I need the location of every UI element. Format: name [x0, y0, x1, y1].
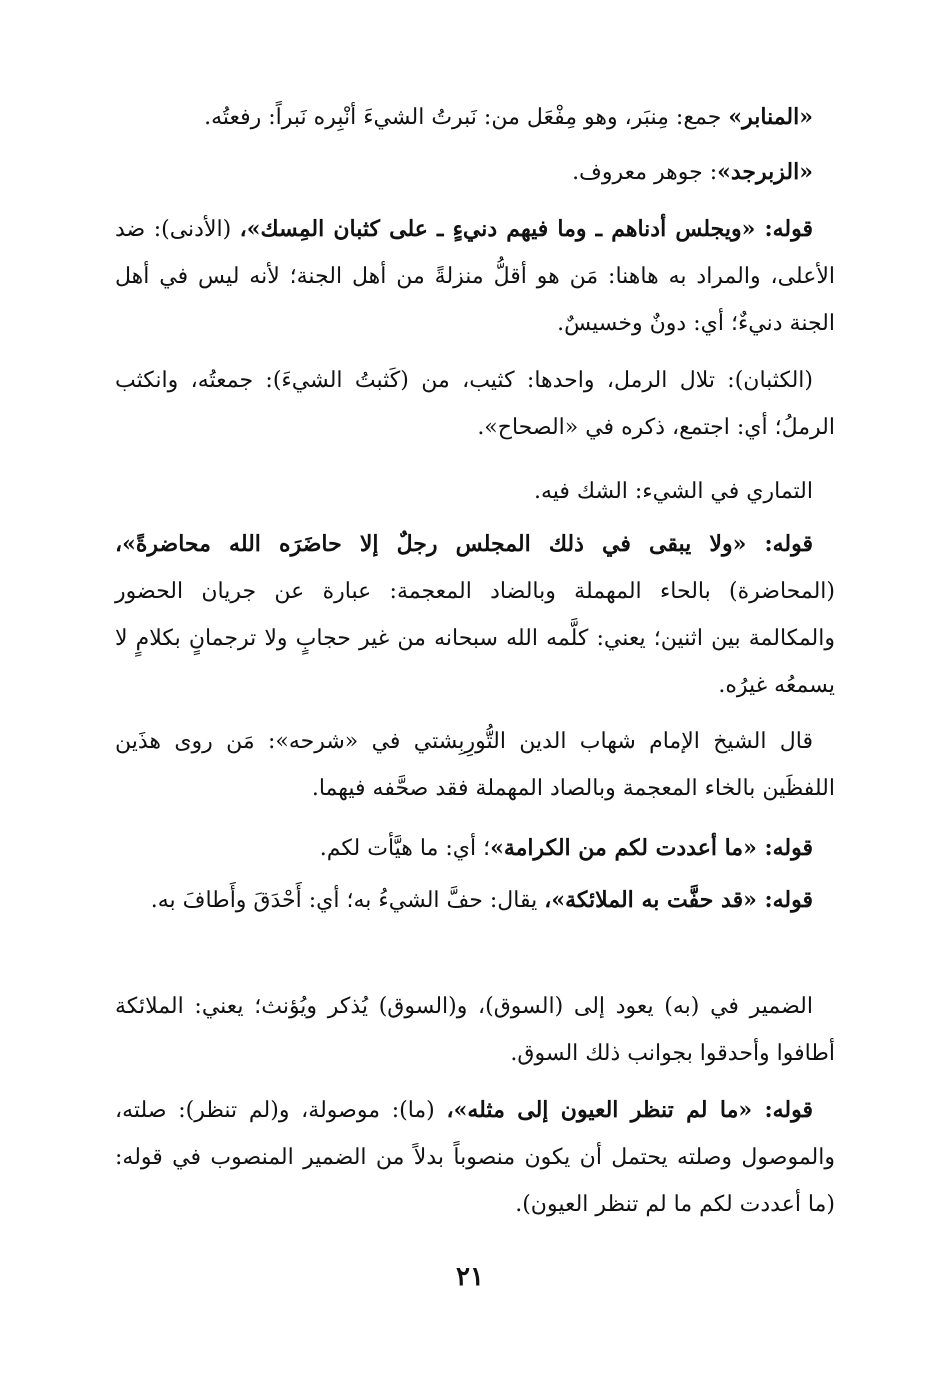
bold-term: قوله: «ويجلس أدناهم ـ وما فيهم دنيءٍ ـ على كثبان المِسك»، — [239, 216, 813, 242]
main-text-block — [115, 877, 835, 924]
main-text-block — [115, 94, 835, 141]
paragraph-text: ؛ أي: ما هيَّأت لكم. — [319, 836, 491, 861]
paragraph-lam-tanzur — [115, 1087, 835, 1228]
bold-term: قوله: «ما أعددت لكم من الكرامة» — [490, 835, 813, 861]
paragraph-damir — [115, 983, 835, 1077]
paragraph-text: (الأدنى): ضد الأعلى، والمراد به هاهنا: مَن هو أقلُّ منزلةً من أهل الجنة؛ لأنه ليس في أهل الجنة دنيءٌ؛ أي: دونٌ وخسيسٌ. — [115, 217, 835, 336]
bold-term: قوله: «قد حفَّت به الملائكة»، — [544, 887, 813, 913]
paragraph-haffat — [115, 877, 835, 924]
paragraph-text: (ما): موصولة، و(لم تنظر): صلته، والموصول وصلته يحتمل أن يكون منصوباً بدلاً من الضمير المنصوب في قوله: (ما أعددت لكم ما لم تنظر العيون). — [115, 1098, 835, 1217]
paragraph-text: : جوهر معروف. — [572, 160, 718, 185]
main-text-block — [115, 357, 835, 451]
main-text-block — [115, 983, 835, 1077]
paragraph-adnahum — [115, 206, 835, 347]
main-text-block — [115, 1087, 835, 1228]
paragraph-manabir — [115, 94, 835, 141]
paragraph-muhadara — [115, 521, 835, 709]
paragraph-text: قال الشيخ الإمام شهاب الدين التُّورِبِشتي في «شرحه»: مَن روى هذَين اللفظَين بالخاء المعجمة وبالصاد المهملة فقد صحَّفه فيهما. — [115, 729, 835, 801]
main-text-block — [115, 468, 835, 515]
paragraph-text: يقال: حفَّ الشيءُ به؛ أي: أَحْدَقَ وأَطافَ به. — [150, 888, 545, 913]
paragraph-text: (الكثبان): تلال الرمل، واحدها: كثيب، من (كَثبتُ الشيءَ): جمعتُه، وانكثب الرملُ؛ أي: اجتمع، ذكره في «الصحاح». — [115, 368, 835, 440]
main-text-block — [115, 718, 835, 812]
paragraph-turibishti — [115, 718, 835, 812]
paragraph-text: التماري في الشيء: الشك فيه. — [533, 479, 813, 504]
paragraph-karama — [115, 825, 835, 872]
main-text-block — [115, 521, 835, 709]
paragraph-zabarjad — [115, 149, 835, 196]
page-number: ٢١ — [456, 1262, 484, 1292]
bold-term: قوله: «ولا يبقى في ذلك المجلس رجلٌ إلا حاضَرَه الله محاضرةً»، — [115, 531, 813, 557]
paragraph-kuthban — [115, 357, 835, 451]
paragraph-text: جمع: مِنبَر، وهو مِفْعَل من: نَبرتُ الشيءَ أنْبِره نَبراً: رفعتُه. — [204, 105, 729, 130]
main-text-block — [115, 149, 835, 196]
paragraph-tamari — [115, 468, 835, 515]
main-text-block — [115, 206, 835, 347]
bold-term: قوله: «ما لم تنظر العيون إلى مثله»، — [446, 1097, 813, 1123]
bold-term: «الزبرجد» — [717, 159, 813, 185]
main-text-block — [115, 825, 835, 872]
paragraph-text: (المحاضرة) بالحاء المهملة وبالضاد المعجمة: عبارة عن جريان الحضور والمكالمة بين اثنين؛ يعني: كلَّمه الله سبحانه من غير حجابٍ ولا ترجمانٍ بكلامٍ لا يسمعُه غيرُه. — [115, 579, 835, 698]
bold-term: «المنابر» — [728, 104, 813, 130]
paragraph-text: الضمير في (به) يعود إلى (السوق)، و(السوق) يُذكر ويُؤنث؛ يعني: الملائكة أطافوا وأحدقوا بجوانب ذلك السوق. — [115, 994, 835, 1066]
